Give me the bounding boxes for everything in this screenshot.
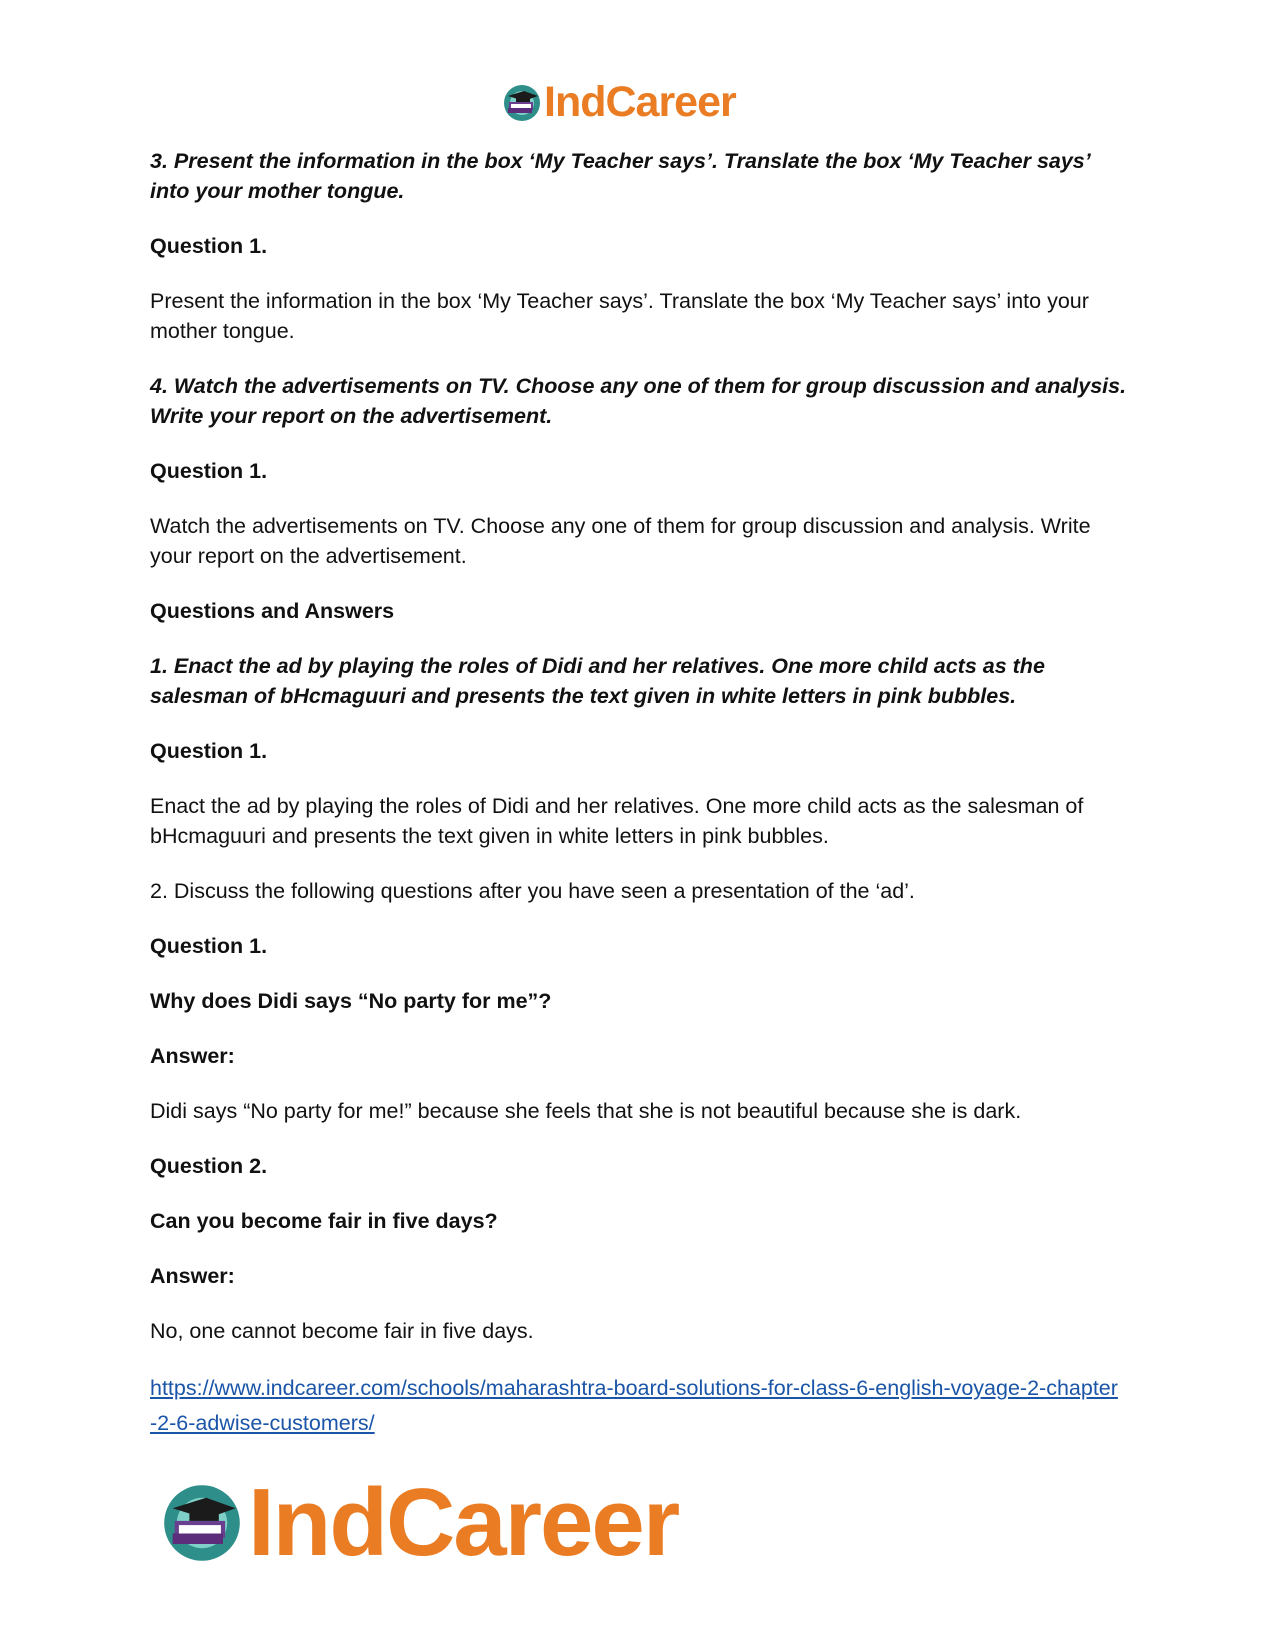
answer-text: No, one cannot become fair in five days. [150,1319,534,1343]
graduation-cap-book-icon [502,83,542,123]
answer-label: Answer: [150,1044,235,1068]
answer-text: Present the information in the box ‘My Teacher says’. Translate the box ‘My Teacher says’ into your mother tongue. [150,289,1089,343]
indcareer-logo-bottom [160,1468,678,1578]
instruction-1: 1. Enact the ad by playing the roles of Didi and her relatives. One more child acts as the salesman of bHcmaguuri and presents the text given in white letters in pink bubbles. [150,654,1045,708]
indcareer-logo-top [502,78,736,127]
answer-text: Watch the advertisements on TV. Choose any one of them for group discussion and analysis. Write your report on the advertisement. [150,514,1091,568]
question-label: Question 1. [150,739,268,763]
question-text: Can you become fair in five days? [150,1209,498,1233]
instruction-3: 3. Present the information in the box ‘My Teacher says’. Translate the box ‘My Teacher says’ into your mother tongue. [150,149,1090,203]
logo-wordmark: IndCareer [544,78,736,126]
section-heading: Questions and Answers [150,599,395,623]
question-text: Why does Didi says “No party for me”? [150,989,552,1013]
question-label: Question 1. [150,234,268,258]
question-label: Question 1. [150,934,268,958]
logo-wordmark: IndCareer [248,1469,679,1576]
instruction-2: 2. Discuss the following questions after you have seen a presentation of the ‘ad’. [150,879,915,903]
document-body [150,146,1130,1466]
source-url-link[interactable]: https://www.indcareer.com/schools/maharashtra-board-solutions-for-class-6-english-voyage-2-chapter-2-6-adwise-customers/ [150,1376,1118,1435]
answer-label: Answer: [150,1264,235,1288]
answer-text: Didi says “No party for me!” because she feels that she is not beautiful because she is dark. [150,1099,1022,1123]
instruction-4: 4. Watch the advertisements on TV. Choose any one of them for group discussion and analysis. Write your report on the advertisement. [150,374,1127,428]
graduation-cap-book-icon [160,1481,244,1565]
question-label: Question 1. [150,459,268,483]
answer-text: Enact the ad by playing the roles of Didi and her relatives. One more child acts as the salesman of bHcmaguuri and presents the text given in white letters in pink bubbles. [150,794,1084,848]
question-label: Question 2. [150,1154,268,1178]
